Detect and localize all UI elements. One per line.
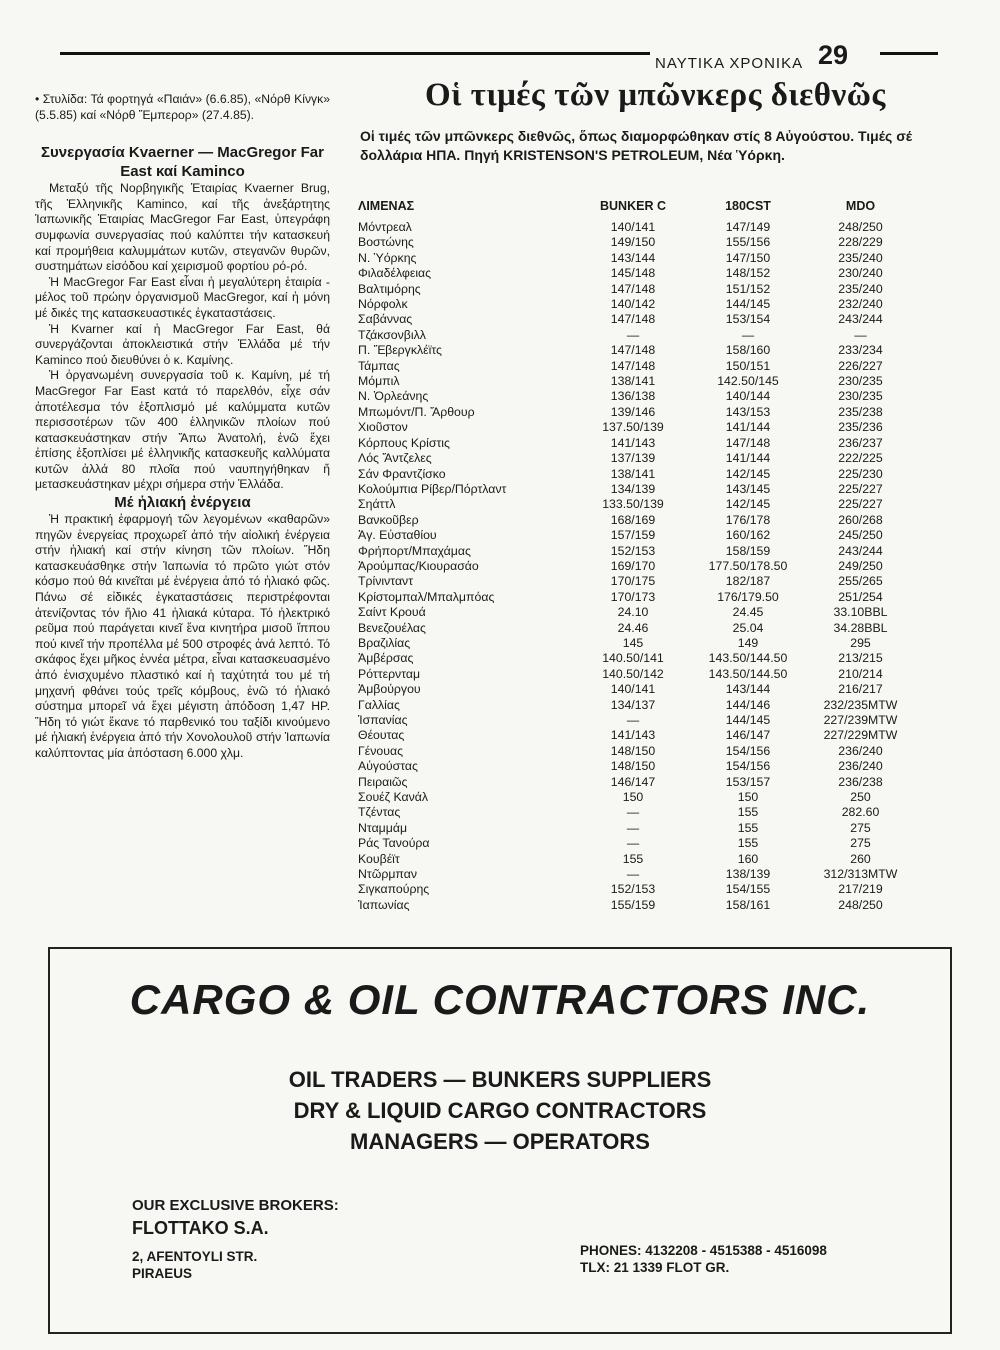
port-name: Ν. Ὑόρκης: [358, 250, 417, 265]
180cst-price: 151/152: [725, 281, 771, 296]
table-row: [358, 667, 918, 682]
180cst-price: 148/152: [725, 266, 771, 281]
180cst-price: 140/144: [725, 389, 771, 404]
mdo-price: 228/229: [838, 235, 883, 250]
port-name: Τζάκσονβιλλ: [358, 327, 426, 342]
port-name: Βοστώνης: [358, 235, 414, 250]
bunker-c-price: —: [626, 836, 640, 851]
mdo-price: 249/250: [838, 558, 883, 573]
bunker-c-price: 152/153: [610, 543, 656, 558]
180cst-price: 182/187: [725, 574, 771, 589]
table-row: [358, 328, 918, 343]
bunker-c-price: 141/143: [610, 728, 656, 743]
broker-name: FLOTTAKO S.A.: [132, 1218, 269, 1238]
ad-line: DRY & LIQUID CARGO CONTRACTORS: [293, 1098, 707, 1123]
table-row: [358, 420, 918, 435]
180cst-price: 143/144: [725, 682, 771, 697]
180cst-price: 155: [737, 820, 759, 835]
paragraph: Ἡ MacGregor Far East εἶναι ἡ μεγαλύτερη ἑταιρία - μέλος τοῦ πρώην ὀργανισμοῦ MacGregor, καί ἡ μόνη μέ δικές της κατασκευαστικές ἐγκαταστάσεις.: [35, 274, 330, 320]
mdo-price: 250: [850, 790, 871, 805]
mdo-price: 245/250: [838, 528, 883, 543]
180cst-price: 142.50/145: [717, 374, 779, 389]
port-name: Κολούμπια Ρίβερ/Πόρτλαντ: [358, 481, 507, 496]
180cst-price: 155/156: [725, 235, 771, 250]
bunker-c-price: 140/141: [610, 220, 656, 234]
port-name: Λός Ἄντζελες: [358, 451, 432, 466]
col-header-bunker-c: BUNKER C: [600, 199, 666, 213]
bunker-c-price: 143/144: [610, 250, 656, 265]
180cst-price: —: [741, 327, 755, 342]
mdo-price: 230/240: [838, 266, 883, 281]
port-name: Σιγκαπούρης: [358, 882, 430, 897]
bunker-c-price: 168/169: [610, 512, 656, 527]
mdo-price: 255/265: [838, 574, 883, 589]
180cst-price: 142/145: [725, 466, 771, 481]
mdo-price: 232/240: [838, 297, 883, 312]
bunker-c-price: 149/150: [610, 235, 656, 250]
180cst-price: 147/149: [725, 220, 771, 234]
table-row: [358, 220, 918, 235]
mdo-price: 225/227: [838, 481, 883, 496]
bunker-c-price: 141/143: [610, 435, 656, 450]
bunker-c-price: —: [626, 805, 640, 820]
port-name: Ράς Τανούρα: [358, 836, 430, 851]
port-name: Σάν Φραντζίσκο: [358, 466, 446, 481]
table-row: [358, 389, 918, 404]
table-row: [358, 282, 918, 297]
mdo-price: 235/240: [838, 250, 883, 265]
contact-block: [580, 1242, 827, 1276]
table-row: [358, 513, 918, 528]
bunker-c-price: 134/137: [610, 697, 656, 712]
telex: TLX: 21 1339 FLOT GR.: [580, 1260, 730, 1275]
table-row: [358, 312, 918, 327]
ad-services: [50, 1064, 950, 1157]
port-name: Μόντρεαλ: [358, 220, 412, 234]
port-name: Βαλτιμόρης: [358, 281, 421, 296]
mdo-price: 213/215: [838, 651, 883, 666]
mdo-price: 243/244: [838, 543, 883, 558]
table-row: [358, 636, 918, 651]
mdo-price: 260/268: [838, 512, 883, 527]
port-name: Μπωμόντ/Π. Ἄρθουρ: [358, 404, 475, 419]
col-header-mdo: MDO: [845, 199, 876, 213]
port-name: Αὐγούστας: [358, 759, 418, 774]
mdo-price: 233/234: [838, 343, 883, 358]
header-rule-left: [60, 52, 650, 55]
magazine-name: ΝΑΥΤΙΚΑ ΧΡΟΝΙΚΑ: [655, 55, 804, 72]
port-name: Ἀμβέρσας: [358, 651, 414, 666]
bunker-c-price: 148/150: [610, 759, 656, 774]
table-row: [358, 482, 918, 497]
mdo-price: 236/240: [838, 743, 883, 758]
table-row: [358, 436, 918, 451]
mdo-price: 222/225: [838, 451, 883, 466]
mdo-price: 230/235: [838, 374, 883, 389]
mdo-price: 230/235: [838, 389, 883, 404]
180cst-price: 158/159: [725, 543, 771, 558]
table-row: [358, 775, 918, 790]
mdo-price: 236/238: [838, 774, 883, 789]
table-row: [358, 790, 918, 805]
mdo-price: 225/230: [838, 466, 883, 481]
table-header-row: [358, 192, 918, 220]
port-name: Ρόττερνταμ: [358, 666, 421, 681]
bunker-c-price: 140.50/142: [602, 666, 664, 681]
bunker-c-price: 170/175: [610, 574, 656, 589]
table-row: [358, 559, 918, 574]
table-row: [358, 744, 918, 759]
bunker-c-price: 145/148: [610, 266, 656, 281]
180cst-price: 160/162: [725, 528, 771, 543]
table-row: [358, 297, 918, 312]
port-name: Σαβάννας: [358, 312, 413, 327]
180cst-price: 143.50/144.50: [708, 651, 788, 666]
180cst-price: 155: [737, 836, 759, 851]
180cst-price: 158/160: [725, 343, 771, 358]
bullet-note: • Στυλίδα: Τά φορτηγά «Παιάν» (6.6.85), «Νόρθ Κίνγκ» (5.5.85) καί «Νόρθ Ἔμπερορ» (27.4.85).: [35, 92, 330, 122]
bunker-c-price: —: [626, 867, 640, 882]
180cst-price: 154/156: [725, 743, 771, 758]
port-name: Ἰαπωνίας: [358, 897, 410, 912]
port-name: Φιλαδέλφειας: [358, 266, 432, 281]
180cst-price: 176/178: [725, 512, 771, 527]
mdo-price: 235/240: [838, 281, 883, 296]
address-street: 2, AFENTOYLI STR.: [132, 1249, 258, 1264]
180cst-price: 147/148: [725, 435, 771, 450]
col-header-port: ΛΙΜΕΝΑΣ: [358, 199, 415, 213]
mdo-price: —: [854, 327, 867, 342]
table-row: [358, 451, 918, 466]
mdo-price: 236/240: [838, 759, 883, 774]
180cst-price: 176/179.50: [717, 589, 779, 604]
mdo-price: 243/244: [838, 312, 883, 327]
table-row: [358, 235, 918, 250]
address-city: PIRAEUS: [132, 1266, 193, 1281]
180cst-price: 143.50/144.50: [708, 666, 788, 681]
mdo-price: 236/237: [838, 435, 883, 450]
table-row: [358, 528, 918, 543]
table-row: [358, 605, 918, 620]
heading-kvaerner: Συνεργασία Kvaerner — MacGregor Far East καί Kaminco: [41, 144, 324, 181]
bunker-c-price: —: [626, 820, 640, 835]
mdo-price: 227/239MTW: [823, 713, 898, 727]
mdo-price: 248/250: [838, 897, 883, 912]
ad-line: MANAGERS — OPERATORS: [350, 1129, 650, 1154]
mdo-price: 235/236: [838, 420, 883, 435]
180cst-price: 143/153: [725, 404, 771, 419]
port-name: Νταμμάμ: [358, 820, 408, 835]
left-column: [35, 92, 330, 762]
mdo-price: 248/250: [838, 220, 883, 234]
mdo-price: 33.10BBL: [833, 605, 888, 620]
bunker-c-price: 137/139: [610, 451, 656, 466]
port-name: Τζέντας: [358, 805, 401, 820]
table-row: [358, 882, 918, 897]
180cst-price: 142/145: [725, 497, 771, 512]
mdo-price: 232/235MTW: [823, 697, 898, 712]
mdo-price: 235/238: [838, 404, 883, 419]
bunker-c-price: 155/159: [610, 897, 656, 912]
table-row: [358, 590, 918, 605]
port-name: Ν. Ὀρλεάνης: [358, 389, 429, 404]
article-subtitle: Οἱ τιμές τῶν μπῶνκερς διεθνῶς, ὅπως διαμορφώθηκαν στίς 8 Αὐγούστου. Τιμές σέ δολλάρια ΗΠΑ. Πηγή KRISTENSON'S PETROLEUM, Νέα Ὑόρκη.: [360, 128, 913, 163]
port-name: Γαλλίας: [358, 697, 400, 712]
bunker-c-price: 139/146: [610, 404, 656, 419]
bunker-c-price: 138/141: [610, 374, 656, 389]
table-row: [358, 836, 918, 851]
180cst-price: 149: [737, 635, 759, 650]
bunker-c-price: 24.10: [617, 605, 649, 620]
page-number: 29: [818, 40, 849, 70]
port-name: Τάμπας: [358, 358, 400, 373]
phones: PHONES: 4132208 - 4515388 - 4516098: [580, 1243, 827, 1258]
table-row: [358, 251, 918, 266]
bunker-c-price: 147/148: [610, 312, 656, 327]
table-row: [358, 343, 918, 358]
bunker-c-price: 170/173: [610, 589, 656, 604]
table-row: [358, 266, 918, 281]
bunker-price-table: [358, 192, 918, 913]
bunker-c-price: 136/138: [610, 389, 656, 404]
paragraph: Ἡ πρακτική ἐφαρμογή τῶν λεγομένων «καθαρῶν» πηγῶν ἐνεργείας προχωρεῖ ἀπό τήν αἰολική ἐνέργεια στήν ἡλιακή καί στήν κίνηση τῶν πλοίων. Ἤδη κατασκευάσθηκε στήν Ἰαπωνία τό πρῶτο γιώτ στόν κόσμο πού θά κινεῖται μέ ἐνέργεια ἀπό τό ἡλιακό φῶς. Πάνω σέ εἰδικές ἐγκαταστάσεις περιστρέφονται ἀτενίζοντας τόν ἥλιο 41 ἡλιακά κύταρα. Τό ἠλεκτρικό ρεῦμα πού παράγεται κινεῖ ἕνα κινητήρα μισοῦ ἵππου πού κινεῖ τήν προπέλλα μέ 500 στροφές ἀνά λεπτό. Τό σκάφος ἔχει μῆκος ἐννέα μέτρα, εἶναι κατασκευασμένο ἀπό ἐνισχυμένο πλαστικό καί ἡ ταχύτητά του μέ τή μηχανή φθάνει τούς τρεῖς κόμβους, ἐνῶ τό ἡλιακό σύστημα μπορεῖ νά ἔχει μέγιστη ἀπόδοση 1,47 HP. Ἤδη τό γιώτ ἔκανε τό παρθενικό του ταξίδι κινούμενο μέ ἡλιακή ἐνέργεια ἀπό τήν Χονολουλοῦ στήν Ἰαπωνία καλύπτοντας μία ἀπόσταση 6.000 χλμ.: [35, 512, 330, 760]
table-row: [358, 682, 918, 697]
mdo-price: 34.28BBL: [833, 620, 888, 635]
bunker-c-price: 147/148: [610, 281, 656, 296]
table-row: [358, 898, 918, 913]
180cst-price: 138/139: [725, 867, 771, 882]
table-row: [358, 374, 918, 389]
table-row: [358, 467, 918, 482]
bunker-c-price: 24.46: [617, 620, 649, 635]
port-name: Ντῶρμπαν: [358, 867, 417, 882]
port-name: Σηάττλ: [358, 497, 396, 512]
port-name: Ἁγ. Εὐσταθίου: [358, 528, 437, 543]
table-row: [358, 621, 918, 636]
heading-solar: Μέ ἡλιακή ἐνέργεια: [114, 494, 251, 512]
mdo-price: 225/227: [838, 497, 883, 512]
bunker-c-price: 150: [622, 790, 644, 805]
mdo-price: 260: [850, 851, 871, 866]
col-header-180cst: 180CST: [725, 199, 771, 213]
mdo-price: 312/313MTW: [823, 867, 898, 882]
table-row: [358, 713, 918, 728]
bunker-c-price: 137.50/139: [602, 420, 664, 435]
180cst-price: 141/144: [725, 451, 771, 466]
180cst-price: 144/146: [725, 697, 771, 712]
port-name: Μόμπιλ: [358, 374, 400, 389]
bunker-c-price: 155: [622, 851, 644, 866]
broker-block: [132, 1196, 339, 1240]
180cst-price: 158/161: [725, 897, 771, 912]
port-name: Νόρφολκ: [358, 297, 408, 312]
port-name: Θέουτας: [358, 728, 405, 743]
180cst-price: 150/151: [725, 358, 771, 373]
port-name: Κουβέϊτ: [358, 851, 400, 866]
bunker-c-price: 145: [622, 635, 644, 650]
address-block: [132, 1248, 257, 1282]
header-rule-right: [880, 52, 938, 55]
mdo-price: 216/217: [838, 682, 883, 697]
bunker-c-price: 140.50/141: [602, 651, 664, 666]
180cst-price: 155: [737, 805, 759, 820]
port-name: Ἀμβούργου: [358, 682, 421, 697]
table-row: [358, 805, 918, 820]
port-name: Χιοῦστον: [358, 420, 408, 435]
port-name: Σαίντ Κρουά: [358, 605, 426, 620]
port-name: Βενεζουέλας: [358, 620, 426, 635]
paragraph: Μεταξύ τῆς Νορβηγικῆς Ἑταιρίας Kvaerner Brug, τῆς Ἑλληνικῆς Kaminco, καί τῆς ἀνεξάρτητης Ἰαπωνικῆς Ἑταιρίας MacGregor Far East, ὑπεγράφη συμφωνία συνεργασίας πού καλύπτει τήν κατασκευή καί προμήθεια καλυμμάτων κυτῶν, στεγανῶν θυρῶν, συστημάτων εἰσόδου καί χειρισμοῦ φορτίου ρό-ρό.: [35, 181, 330, 274]
bunker-c-price: 134/139: [610, 481, 656, 496]
port-name: Κρίστομπαλ/Μπαλμπόας: [358, 589, 495, 604]
mdo-price: 275: [850, 820, 871, 835]
table-row: [358, 497, 918, 512]
180cst-price: 154/156: [725, 759, 771, 774]
port-name: Ἱσπανίας: [358, 713, 408, 727]
port-name: Κόρπους Κρίστις: [358, 435, 450, 450]
180cst-price: 24.45: [732, 605, 764, 620]
ad-line: OIL TRADERS — BUNKERS SUPPLIERS: [288, 1067, 712, 1092]
180cst-price: 25.04: [732, 620, 764, 635]
table-row: [358, 544, 918, 559]
180cst-price: 144/145: [725, 297, 771, 312]
paragraph: Ἡ Kvarner καί ἡ MacGregor Far East, θά συνεργάζονται ἀποκλειστικά στήν Ἑλλάδα μέ τήν Kaminco πού διευθύνει ὁ κ. Καμίνης.: [35, 321, 330, 367]
port-name: Βανκοῦβερ: [358, 512, 419, 527]
port-name: Ἀρούμπας/Κιουρασάο: [358, 558, 479, 573]
table-row: [358, 651, 918, 666]
mdo-price: 210/214: [838, 666, 883, 681]
port-name: Γένουας: [358, 743, 404, 758]
180cst-price: 147/150: [725, 250, 771, 265]
mdo-price: 217/219: [838, 882, 883, 897]
180cst-price: 153/154: [725, 312, 771, 327]
ad-title: CARGO & OIL CONTRACTORS INC.: [129, 976, 871, 1023]
port-name: Π. Ἔβεργκλέϊτς: [358, 343, 442, 358]
bunker-c-price: 138/141: [610, 466, 656, 481]
180cst-price: 153/157: [725, 774, 771, 789]
table-row: [358, 359, 918, 374]
table-row: [358, 759, 918, 774]
bunker-c-price: 169/170: [610, 558, 656, 573]
mdo-price: 227/229MTW: [823, 728, 898, 743]
paragraph: Ἡ ὀργανωμένη συνεργασία τοῦ κ. Καμίνη, μέ τή MacGregor Far East κατά τό παρελθόν, εἶχε σάν ἀποτέλεσμα τόν ἐξοπλισμό μέ καλύμματα κυτῶν περισσοτέρων τῶν 400 ἑλληνικῶν πλοίων πού κατασκευάστηκαν στήν Ἄπω Ἀνατολή, ἐνῶ ἔχει ἐπίσης ἐξοπλίσει μέ ἑλληνικῆς κατασκευῆς καλλύματα κυτῶν ἀλλά 80 πλοῖα πού ναυπηγήθηκαν ἤ μετασκευάστηκαν μέχρι σήμερα στήν Ἑλλάδα.: [35, 368, 330, 492]
bunker-c-price: 147/148: [610, 358, 656, 373]
bunker-c-price: 133.50/139: [602, 497, 664, 512]
bunker-c-price: 140/141: [610, 682, 656, 697]
table-row: [358, 867, 918, 882]
180cst-price: 160: [737, 851, 759, 866]
bunker-c-price: 147/148: [610, 343, 656, 358]
bunker-c-price: 157/159: [610, 528, 656, 543]
180cst-price: 177.50/178.50: [708, 558, 788, 573]
180cst-price: 146/147: [725, 728, 771, 743]
table-row: [358, 821, 918, 836]
port-name: Σουέζ Κανάλ: [358, 790, 429, 805]
bunker-c-price: —: [626, 713, 640, 727]
bunker-c-price: 152/153: [610, 882, 656, 897]
mdo-price: 251/254: [838, 589, 883, 604]
mdo-price: 226/227: [838, 358, 883, 373]
table-row: [358, 852, 918, 867]
bunker-c-price: 140/142: [610, 297, 656, 312]
article-title: Οἱ τιμές τῶν μπῶνκερς διεθνῶς: [425, 77, 886, 113]
bunker-c-price: —: [626, 327, 640, 342]
port-name: Βραζιλίας: [358, 635, 411, 650]
mdo-price: 275: [850, 836, 871, 851]
table-row: [358, 405, 918, 420]
broker-label: OUR EXCLUSIVE BROKERS:: [132, 1197, 339, 1214]
port-name: Τρίνινταντ: [358, 574, 414, 589]
180cst-price: 143/145: [725, 481, 771, 496]
mdo-price: 295: [850, 635, 871, 650]
180cst-price: 154/155: [725, 882, 771, 897]
table-row: [358, 728, 918, 743]
mdo-price: 282.60: [841, 805, 880, 820]
advertisement: [48, 947, 952, 1334]
table-row: [358, 574, 918, 589]
port-name: Πειραιῶς: [358, 774, 408, 789]
180cst-price: 144/145: [725, 713, 771, 727]
table-row: [358, 698, 918, 713]
port-name: Φρήπορτ/Μπαχάμας: [358, 543, 471, 558]
bunker-c-price: 148/150: [610, 743, 656, 758]
bunker-c-price: 146/147: [610, 774, 656, 789]
180cst-price: 141/144: [725, 420, 771, 435]
180cst-price: 150: [737, 790, 759, 805]
